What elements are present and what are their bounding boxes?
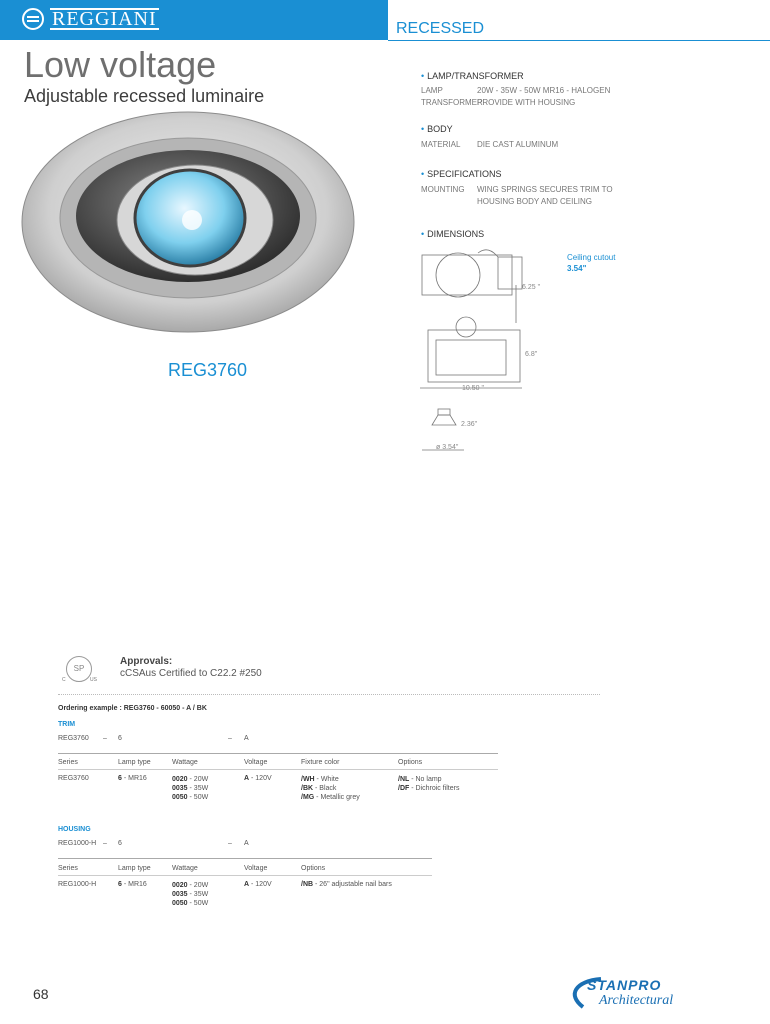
- housing-wattage-20: 0020 - 20W: [172, 882, 209, 889]
- dimension-trim-diameter: ø 3.54": [436, 444, 459, 451]
- housing-wattage-50: 0050 - 50W: [172, 900, 209, 907]
- mounting-label: MOUNTING: [421, 185, 465, 194]
- ceiling-cutout-value: 3.54": [567, 264, 587, 273]
- housing-code-sep-1: –: [103, 840, 107, 847]
- trim-code-sep-1: –: [103, 735, 107, 742]
- trim-code-lamp: 6: [118, 735, 122, 742]
- transformer-label: TRANSFORMER: [421, 98, 483, 107]
- trim-option-dichroic: /DF - Dichroic filters: [398, 785, 460, 792]
- housing-table-header-rule: [58, 875, 432, 876]
- page-subtitle: Adjustable recessed luminaire: [24, 86, 265, 106]
- dimensions-heading: • DIMENSIONS: [421, 229, 485, 239]
- trim-header-series: Series: [58, 759, 78, 766]
- trim-header-lamp: Lamp type: [118, 759, 151, 766]
- trim-voltage: A - 120V: [244, 775, 272, 782]
- mounting-value-2: HOUSING BODY AND CEILING: [477, 197, 592, 206]
- trim-code-voltage: A: [244, 735, 249, 742]
- stanpro-logo: [565, 975, 695, 1011]
- trim-wattage-35: 0035 - 35W: [172, 785, 209, 792]
- housing-wattage-35: 0035 - 35W: [172, 891, 209, 898]
- lamp-transformer-heading: • LAMP/TRANSFORMER: [421, 71, 524, 81]
- trim-header-color: Fixture color: [301, 759, 340, 766]
- csa-certification-mark: SP: [66, 656, 92, 682]
- housing-header-wattage: Wattage: [172, 865, 198, 872]
- category-label: RECESSED: [396, 20, 485, 37]
- category-divider: [388, 40, 770, 41]
- stanpro-architectural: Architectural: [599, 993, 674, 1008]
- trim-header-voltage: Voltage: [244, 759, 268, 766]
- trim-header-options: Options: [398, 759, 423, 766]
- housing-header-voltage: Voltage: [244, 865, 268, 872]
- housing-section-title: HOUSING: [58, 826, 91, 833]
- material-label: MATERIAL: [421, 140, 461, 149]
- page-number: 68: [33, 986, 49, 1002]
- trim-table-header-rule: [58, 769, 498, 770]
- trim-color-white: /WH - White: [301, 776, 339, 783]
- trim-wattage-list: [172, 775, 208, 802]
- trim-color-list: [301, 775, 360, 802]
- reggiani-logo: [22, 7, 159, 31]
- trim-code-series: REG3760: [58, 735, 89, 742]
- housing-table-top-rule: [58, 858, 432, 859]
- trim-table-top-rule: [58, 753, 498, 754]
- trim-code-sep-2: –: [228, 735, 232, 742]
- housing-voltage: A - 120V: [244, 881, 272, 888]
- ceiling-cutout-label: Ceiling cutout: [567, 253, 616, 262]
- csa-c-label: C: [62, 677, 66, 683]
- approvals-text: cCSAus Certified to C22.2 #250: [120, 668, 262, 679]
- dimension-trim-height: 2.36": [461, 421, 478, 428]
- approvals-heading: Approvals:: [120, 656, 173, 667]
- model-number: REG3760: [168, 360, 248, 380]
- trim-option-no-lamp: /NL - No lamp: [398, 776, 442, 783]
- lamp-value: 20W - 35W - 50W MR16 - HALOGEN: [477, 86, 611, 95]
- housing-header-series: Series: [58, 865, 78, 872]
- mounting-value: WING SPRINGS SECURES TRIM TO: [477, 185, 613, 194]
- material-value: DIE CAST ALUMINUM: [477, 140, 559, 149]
- dimension-height-2: 6.8": [525, 351, 538, 358]
- body-heading: • BODY: [421, 124, 453, 134]
- csa-us-label: US: [90, 677, 97, 683]
- trim-wattage-50: 0050 - 50W: [172, 794, 209, 801]
- dimension-height-1: 6.25 ": [522, 284, 541, 291]
- trim-color-grey: /MG - Metallic grey: [301, 794, 360, 801]
- housing-code-lamp: 6: [118, 840, 122, 847]
- trim-wattage-20: 0020 - 20W: [172, 776, 209, 783]
- housing-header-lamp: Lamp type: [118, 865, 151, 872]
- specifications-heading: • SPECIFICATIONS: [421, 169, 502, 179]
- page-title: Low voltage: [24, 44, 217, 85]
- housing-wattage-list: [172, 881, 208, 908]
- approvals-divider: [58, 694, 600, 695]
- housing-option-nail-bars: /NB - 26" adjustable nail bars: [301, 881, 392, 888]
- transformer-value: PROVIDE WITH HOUSING: [477, 98, 576, 107]
- trim-lamp: 6 - MR16: [118, 775, 147, 782]
- lamp-label: LAMP: [421, 86, 443, 95]
- housing-code-voltage: A: [244, 840, 249, 847]
- reggiani-logo-icon: [22, 8, 44, 30]
- housing-code-sep-2: –: [228, 840, 232, 847]
- housing-series: REG1000-H: [58, 881, 97, 888]
- trim-section-title: TRIM: [58, 721, 76, 728]
- ordering-example: Ordering example : REG3760 - 60050 - A / BK: [58, 705, 207, 712]
- trim-color-black: /BK - Black: [301, 785, 337, 792]
- housing-code-series: REG1000-H: [58, 840, 97, 847]
- trim-options-list: [398, 775, 459, 793]
- product-photo: [20, 110, 360, 350]
- dimension-length: 10.50 ": [462, 385, 484, 392]
- trim-header-wattage: Wattage: [172, 759, 198, 766]
- housing-lamp: 6 - MR16: [118, 881, 147, 888]
- brand-name: REGGIANI: [52, 8, 157, 30]
- trim-series: REG3760: [58, 775, 89, 782]
- housing-header-options: Options: [301, 865, 326, 872]
- stanpro-wordmark: STANPRO: [587, 977, 662, 993]
